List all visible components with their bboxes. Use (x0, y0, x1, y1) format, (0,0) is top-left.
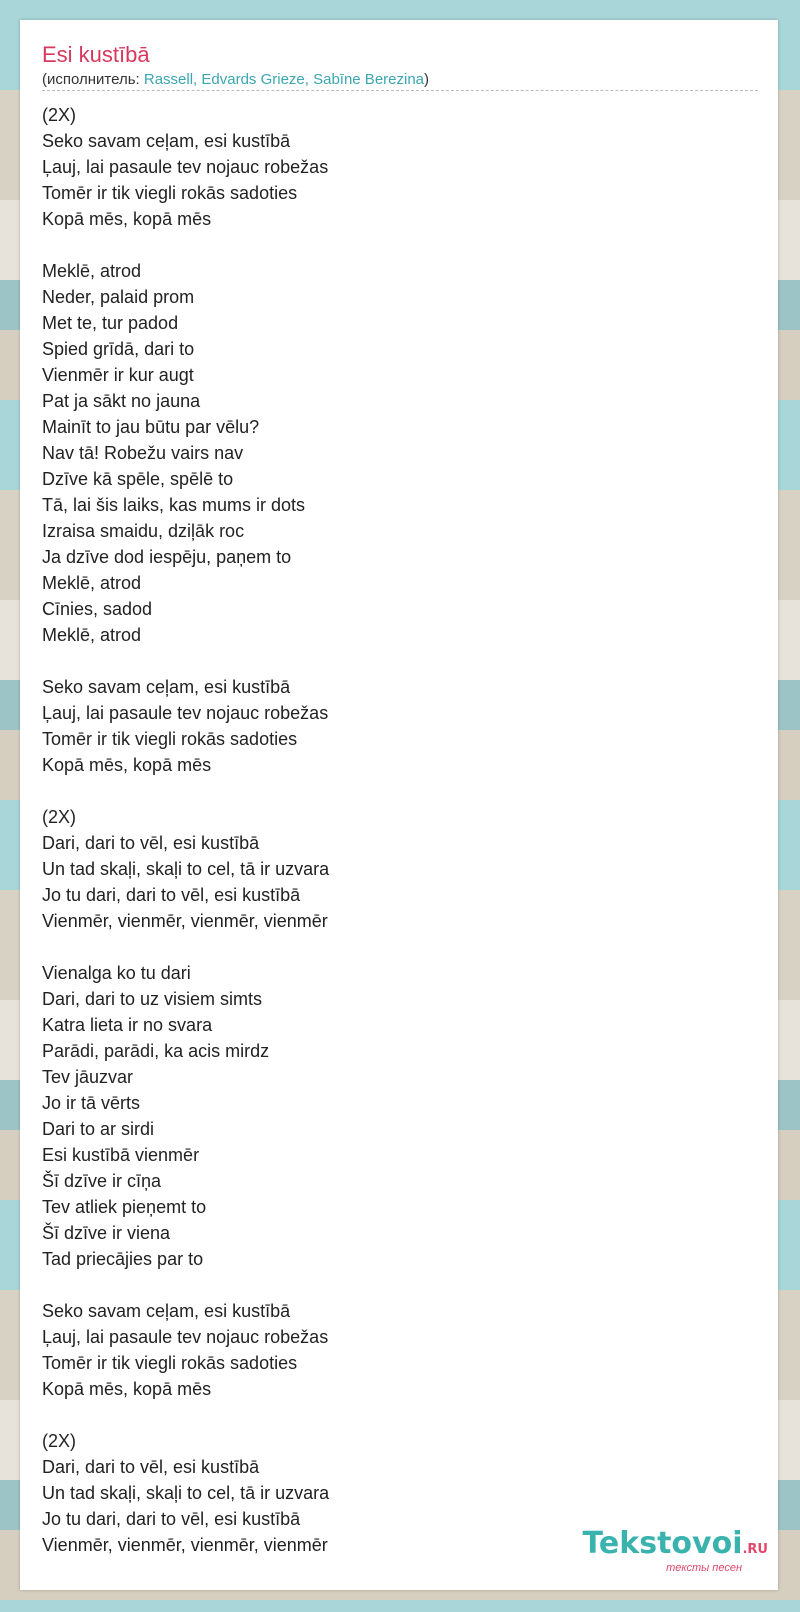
lyric-line: Kopā mēs, kopā mēs (42, 209, 212, 229)
stanza-break (42, 1272, 329, 1298)
lyric-line: Mainīt to jau būtu par vēlu? (42, 417, 260, 437)
lyric-line: Dari to ar sirdi (42, 1119, 155, 1139)
lyric-line: Tā, lai šis laiks, kas mums ir dots (42, 495, 306, 515)
lyrics-card (20, 20, 778, 1590)
artist-line (42, 71, 429, 89)
lyric-line: Seko savam ceļam, esi kustībā (42, 1301, 291, 1321)
site-logo[interactable] (582, 1526, 768, 1574)
lyric-line: Tomēr ir tik viegli rokās sadoties (42, 183, 298, 203)
divider (42, 90, 758, 91)
logo-tagline: тексты песен (666, 1562, 742, 1574)
lyric-line: Met te, tur padod (42, 313, 179, 333)
lyric-line: Tomēr ir tik viegli rokās sadoties (42, 1353, 298, 1373)
lyric-line: Nav tā! Robežu vairs nav (42, 443, 244, 463)
lyric-line: (2X) (42, 807, 77, 827)
lyric-line: Jo ir tā vērts (42, 1093, 141, 1113)
lyric-line: Kopā mēs, kopā mēs (42, 755, 212, 775)
lyric-line: Ļauj, lai pasaule tev nojauc robežas (42, 157, 329, 177)
lyric-line: Meklē, atrod (42, 573, 142, 593)
lyric-line: Dari, dari to vēl, esi kustībā (42, 1457, 260, 1477)
lyric-line: Parādi, parādi, ka acis mirdz (42, 1041, 270, 1061)
lyric-line: Ļauj, lai pasaule tev nojauc robežas (42, 1327, 329, 1347)
lyric-line: Ļauj, lai pasaule tev nojauc robežas (42, 703, 329, 723)
lyric-line: (2X) (42, 1431, 77, 1451)
artist-suffix: ) (424, 71, 430, 88)
logo-name: Tekstovoi (582, 1526, 743, 1561)
lyric-line: Šī dzīve ir cīņa (42, 1171, 162, 1191)
stanza-break (42, 232, 329, 258)
artist-link[interactable]: Rassell, Edvards Grieze, Sabīne Berezina (143, 71, 425, 88)
lyric-line: Tev jāuzvar (42, 1067, 134, 1087)
logo-wordmark (582, 1526, 768, 1565)
stanza-break (42, 1402, 329, 1428)
lyric-line: (2X) (42, 105, 77, 125)
lyric-line: Meklē, atrod (42, 261, 142, 281)
stanza-break (42, 778, 329, 804)
lyric-line: Jo tu dari, dari to vēl, esi kustībā (42, 1509, 301, 1529)
lyric-line: Tev atliek pieņemt to (42, 1197, 207, 1217)
lyric-line: Un tad skaļi, skaļi to cel, tā ir uzvara (42, 859, 330, 879)
lyric-line: Esi kustībā vienmēr (42, 1145, 200, 1165)
lyric-line: Dari, dari to uz visiem simts (42, 989, 263, 1009)
lyric-line: Vienmēr, vienmēr, vienmēr, vienmēr (42, 1535, 328, 1555)
lyric-line: Jo tu dari, dari to vēl, esi kustībā (42, 885, 301, 905)
lyric-line: Vienmēr ir kur augt (42, 365, 194, 385)
logo-tld: .RU (742, 1542, 768, 1557)
lyric-line: Meklē, atrod (42, 625, 142, 645)
lyric-line: Pat ja sākt no jauna (42, 391, 201, 411)
artist-prefix: (исполнитель: (42, 71, 144, 88)
lyric-line: Katra lieta ir no svara (42, 1015, 213, 1035)
lyric-line: Izraisa smaidu, dziļāk roc (42, 521, 245, 541)
lyric-line: Dzīve kā spēle, spēlē to (42, 469, 234, 489)
stanza-break (42, 648, 329, 674)
lyric-line: Neder, palaid prom (42, 287, 195, 307)
lyric-line: Tomēr ir tik viegli rokās sadoties (42, 729, 298, 749)
lyric-line: Dari, dari to vēl, esi kustībā (42, 833, 260, 853)
lyric-line: Kopā mēs, kopā mēs (42, 1379, 212, 1399)
stanza-break (42, 934, 329, 960)
lyric-line: Tad priecājies par to (42, 1249, 204, 1269)
lyric-line: Seko savam ceļam, esi kustībā (42, 677, 291, 697)
lyric-line: Seko savam ceļam, esi kustībā (42, 131, 291, 151)
lyric-line: Cīnies, sadod (42, 599, 153, 619)
lyric-line: Vienmēr, vienmēr, vienmēr, vienmēr (42, 911, 328, 931)
lyric-line: Ja dzīve dod iespēju, paņem to (42, 547, 292, 567)
lyric-line: Spied grīdā, dari to (42, 339, 195, 359)
lyric-line: Vienalga ko tu dari (42, 963, 191, 983)
lyric-line: Šī dzīve ir viena (42, 1223, 171, 1243)
song-title: Esi kustībā (42, 42, 150, 67)
lyric-line: Un tad skaļi, skaļi to cel, tā ir uzvara (42, 1483, 330, 1503)
lyrics-text (42, 102, 329, 1558)
